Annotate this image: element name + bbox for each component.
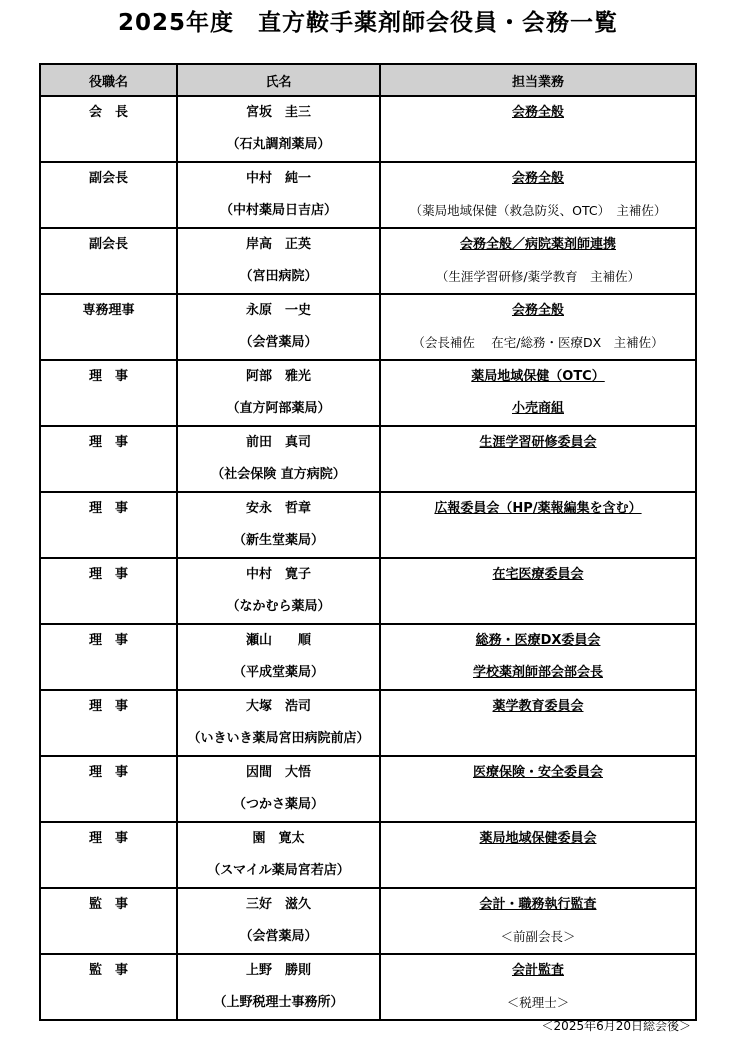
name-cell — [177, 360, 380, 426]
duty-primary: 薬局地域保健委員会 — [479, 831, 597, 846]
duty-secondary — [381, 789, 695, 821]
duty-secondary: （会長補佐 在宅/総務・医療DX 主補佐） — [412, 335, 664, 350]
duty-cell — [380, 228, 696, 294]
officer-name: 瀬山 順 — [245, 633, 311, 648]
officer-name: 永原 一史 — [245, 303, 311, 318]
column-header-role: 役職名 — [40, 64, 177, 96]
role-cell — [40, 228, 177, 294]
table-row — [40, 756, 696, 822]
duty-cell — [380, 96, 696, 162]
table-row — [40, 228, 696, 294]
name-cell — [177, 690, 380, 756]
duty-cell — [380, 426, 696, 492]
role-label: 副会長 — [88, 171, 128, 186]
role-label: 副会長 — [88, 237, 128, 252]
duty-secondary: （薬局地域保健（救急防災、OTC） 主補佐） — [409, 203, 667, 218]
role-label: 会 長 — [88, 105, 128, 120]
duty-cell — [380, 888, 696, 954]
duty-primary: 会計監査 — [511, 963, 564, 978]
duty-primary: 総務・医療DX委員会 — [475, 633, 601, 648]
page-title: 2025年度 直方鞍手薬剤師会役員・会務一覧 — [117, 10, 618, 36]
duty-cell — [380, 162, 696, 228]
officer-name: 阿部 雅光 — [245, 369, 311, 384]
role-label: 監 事 — [88, 963, 128, 978]
role-cell — [40, 492, 177, 558]
duty-primary: 生涯学習研修委員会 — [479, 435, 597, 450]
officer-affiliation: （直方阿部薬局） — [226, 401, 331, 416]
table-row — [40, 426, 696, 492]
duty-secondary — [381, 723, 695, 755]
officer-name: 三好 滋久 — [245, 897, 311, 912]
duty-cell — [380, 690, 696, 756]
duty-secondary — [381, 855, 695, 887]
duty-cell — [380, 558, 696, 624]
duty-cell — [380, 294, 696, 360]
name-cell — [177, 492, 380, 558]
officer-affiliation: （会営薬局） — [239, 929, 318, 944]
duty-primary: 会計・職務執行監査 — [479, 897, 597, 912]
duty-primary: 会務全般／病院薬剤師連携 — [459, 237, 616, 252]
role-cell — [40, 756, 177, 822]
role-cell — [40, 822, 177, 888]
officer-affiliation: （平成堂薬局） — [232, 665, 324, 680]
table-row — [40, 624, 696, 690]
role-label: 理 事 — [88, 699, 128, 714]
name-cell — [177, 294, 380, 360]
officer-name: 宮坂 圭三 — [245, 105, 311, 120]
role-label: 監 事 — [88, 897, 128, 912]
role-label: 理 事 — [88, 567, 128, 582]
officer-name: 因間 大悟 — [245, 765, 311, 780]
name-cell — [177, 162, 380, 228]
officer-affiliation: （スマイル薬局宮若店） — [207, 863, 350, 878]
name-cell — [177, 756, 380, 822]
duty-cell — [380, 756, 696, 822]
duty-primary: 会務全般 — [511, 105, 564, 120]
officer-name: 中村 寛子 — [245, 567, 311, 582]
role-cell — [40, 96, 177, 162]
duty-cell — [380, 822, 696, 888]
officer-name: 安永 哲章 — [245, 501, 311, 516]
duty-primary: 会務全般 — [511, 171, 564, 186]
date-note: ＜2025年6月20日総会後＞ — [541, 1019, 691, 1033]
table-row — [40, 294, 696, 360]
role-cell — [40, 690, 177, 756]
name-cell — [177, 228, 380, 294]
name-cell — [177, 822, 380, 888]
table-row — [40, 162, 696, 228]
table-row — [40, 360, 696, 426]
officer-affiliation: （上野税理士事務所） — [213, 995, 344, 1010]
table-row — [40, 822, 696, 888]
role-label: 理 事 — [88, 831, 128, 846]
officer-name: 前田 真司 — [245, 435, 311, 450]
name-cell — [177, 96, 380, 162]
officer-name: 中村 純一 — [245, 171, 311, 186]
role-label: 理 事 — [88, 633, 128, 648]
table-row — [40, 558, 696, 624]
officer-name: 園 寛太 — [252, 831, 305, 846]
name-cell — [177, 954, 380, 1020]
role-cell — [40, 360, 177, 426]
table-row — [40, 96, 696, 162]
table-row — [40, 492, 696, 558]
duty-secondary: ＜前副会長＞ — [500, 929, 576, 944]
role-cell — [40, 954, 177, 1020]
duty-primary: 会務全般 — [511, 303, 564, 318]
duty-secondary: 小売商組 — [511, 401, 564, 416]
officer-affiliation: （新生堂薬局） — [232, 533, 324, 548]
duty-secondary — [381, 591, 695, 623]
officer-affiliation: （社会保険 直方病院） — [211, 467, 346, 482]
role-cell — [40, 162, 177, 228]
name-cell — [177, 426, 380, 492]
duty-cell — [380, 360, 696, 426]
table-row — [40, 888, 696, 954]
table-header-row — [40, 64, 696, 96]
roster-body — [40, 96, 696, 1020]
officer-name: 上野 勝則 — [245, 963, 311, 978]
column-header-duty: 担当業務 — [380, 64, 696, 96]
duty-cell — [380, 624, 696, 690]
duty-secondary: （生涯学習研修/薬学教育 主補佐） — [435, 269, 641, 284]
role-cell — [40, 426, 177, 492]
officer-roster-table — [39, 63, 697, 1021]
officer-name: 岸高 正英 — [245, 237, 311, 252]
name-cell — [177, 624, 380, 690]
duty-secondary — [381, 525, 695, 557]
duty-cell — [380, 492, 696, 558]
role-label: 理 事 — [88, 435, 128, 450]
name-cell — [177, 888, 380, 954]
role-label: 理 事 — [88, 501, 128, 516]
role-cell — [40, 558, 177, 624]
officer-affiliation: （宮田病院） — [239, 269, 318, 284]
column-header-name: 氏名 — [177, 64, 380, 96]
role-label: 理 事 — [88, 765, 128, 780]
duty-secondary: ＜税理士＞ — [506, 995, 570, 1010]
duty-primary: 医療保険・安全委員会 — [472, 765, 603, 780]
name-cell — [177, 558, 380, 624]
role-cell — [40, 294, 177, 360]
officer-name: 大塚 浩司 — [245, 699, 311, 714]
table-row — [40, 954, 696, 1020]
duty-cell — [380, 954, 696, 1020]
duty-primary: 薬局地域保健（OTC） — [471, 369, 605, 384]
duty-primary: 広報委員会（HP/薬報編集を含む） — [434, 501, 642, 516]
officer-affiliation: （つかさ薬局） — [232, 797, 324, 812]
officer-affiliation: （中村薬局日吉店） — [219, 203, 337, 218]
role-cell — [40, 888, 177, 954]
duty-primary: 在宅医療委員会 — [492, 567, 584, 582]
officer-affiliation: （いきいき薬局宮田病院前店） — [187, 731, 370, 746]
officer-affiliation: （石丸調剤薬局） — [226, 137, 331, 152]
duty-secondary — [381, 459, 695, 491]
role-cell — [40, 624, 177, 690]
officer-affiliation: （なかむら薬局） — [226, 599, 331, 614]
duty-primary: 薬学教育委員会 — [492, 699, 584, 714]
duty-secondary — [381, 129, 695, 161]
table-row — [40, 690, 696, 756]
duty-secondary: 学校薬剤師部会部会長 — [472, 665, 603, 680]
officer-affiliation: （会営薬局） — [239, 335, 318, 350]
role-label: 専務理事 — [82, 303, 135, 318]
role-label: 理 事 — [88, 369, 128, 384]
